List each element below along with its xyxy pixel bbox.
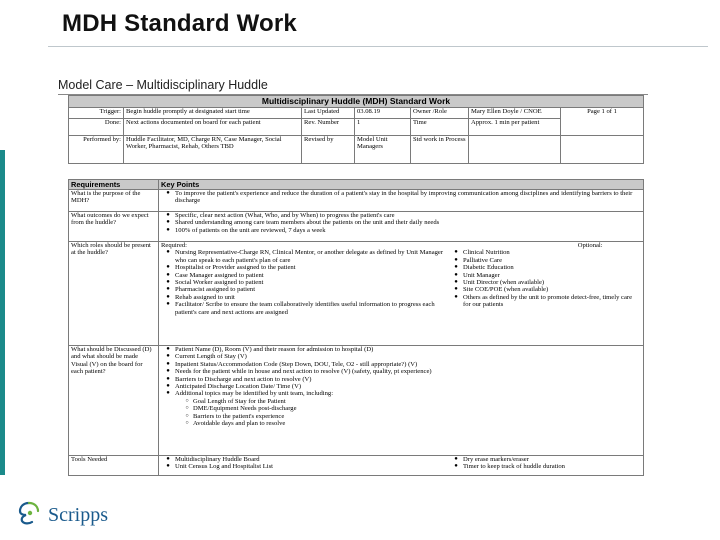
- time-value: Approx. 1 min per patient: [469, 119, 561, 136]
- owner-label: Owner /Role: [411, 108, 469, 119]
- rev-number-label: Rev. Number: [302, 119, 355, 136]
- time-label: Time: [411, 119, 469, 136]
- list-item: ● Others as defined by the unit to promote detect-free, timely care for our patients: [454, 293, 632, 309]
- roles-points: [159, 242, 644, 346]
- list-item: ● Unit Manager: [454, 271, 500, 279]
- table-row: [69, 190, 644, 212]
- document-subtitle: Model Care – Multidisciplinary Huddle: [58, 78, 268, 92]
- table-row: [69, 456, 644, 476]
- list-item: ● Current Length of Stay (V): [166, 353, 247, 361]
- list-item: ● Inpatient Status/Accommodation Code (Step Down, DOU, Tele, O2 - still appropriate?) (V): [166, 360, 418, 368]
- revised-by-label: Revised by: [302, 136, 355, 164]
- list-item: ● Unit Director (when available): [454, 279, 545, 287]
- list-item: ● 100% of patients on the unit are reviewed, 7 days a week: [161, 227, 641, 234]
- list-item: ● Social Worker assigned to patient: [166, 279, 264, 287]
- tools-points: [159, 456, 644, 476]
- list-item: ● Clinical Nutrition: [454, 249, 510, 257]
- list-item: ● Diabetic Education: [454, 264, 514, 272]
- outcomes-question: What outcomes do we expect from the huddle?: [69, 212, 159, 242]
- sub-list-item: ○ DME/Equipment Needs post-discharge: [185, 405, 297, 413]
- list-item: ● Barriers to Discharge and next action to resolve (V): [166, 375, 312, 383]
- discussed-question: What should be Discussed (D) and what should be made Visual (V) on the board for each patient?: [69, 346, 159, 456]
- trigger-value: Begin huddle promptly at designated start time: [124, 108, 302, 119]
- trigger-label: Trigger:: [69, 108, 124, 119]
- std-work-status: Std work in Process: [411, 136, 469, 164]
- list-item: ● Palliative Care: [454, 256, 502, 264]
- performed-by-value: Huddle Facilitator, MD, Charge RN, Case Manager, Social Worker, Pharmacist, Rehab, Others TBD: [124, 136, 302, 164]
- list-item: ● Anticipated Discharge Location Date/ Time (V): [166, 383, 302, 391]
- table-row: [69, 212, 644, 242]
- list-item: ● Dry erase markers/eraser: [454, 456, 529, 463]
- requirements-header: Requirements: [69, 180, 159, 190]
- list-item: ● Multidisciplinary Huddle Board: [166, 456, 260, 463]
- last-updated-label: Last Updated: [302, 108, 355, 119]
- sub-list-item: ○ Barriers to the patient's experience: [185, 412, 285, 420]
- title-divider: [48, 46, 708, 47]
- list-item: ● Timer to keep track of huddle duration: [454, 463, 565, 471]
- logo-text: Scripps: [48, 504, 108, 526]
- list-item: ● Unit Census Log and Hospitalist List: [166, 463, 273, 471]
- discussed-points: [159, 346, 644, 456]
- sub-list-item: ○ Goal Length of Stay for the Patient: [185, 397, 286, 405]
- list-item: ● Specific, clear next action (What, Who, and by When) to progress the patient's care: [161, 212, 641, 219]
- page-indicator: Page 1 of 1: [561, 108, 644, 136]
- roles-question: Which roles should be present at the huddle?: [69, 242, 159, 346]
- revised-by-value: Model Unit Managers: [355, 136, 411, 164]
- slide-title: MDH Standard Work: [62, 10, 297, 37]
- last-updated-value: 03.08.19: [355, 108, 411, 119]
- header-table: [68, 95, 644, 164]
- standard-work-document: [58, 78, 648, 490]
- list-item: ● Facilitator/ Scribe to ensure the team collaboratively identifies useful information to progress each patient's care and next actions are assigned: [166, 301, 435, 316]
- list-item: ● Needs for the patient while in house and next action to resolve (V) (safety, quality, pt experience): [166, 368, 432, 376]
- outcomes-points: [159, 212, 644, 242]
- done-label: Done:: [69, 119, 124, 136]
- list-item: ● Site COE/POE (when available): [454, 286, 549, 294]
- rev-number-value: 1: [355, 119, 411, 136]
- header-title: Multidisciplinary Huddle (MDH) Standard Work: [69, 96, 644, 108]
- list-item: ● Pharmacist assigned to patient: [166, 286, 256, 294]
- list-item: ● Case Manager assigned to patient: [166, 271, 264, 279]
- left-accent-bar: [0, 150, 5, 475]
- list-item: ● Hospitalist or Provider assigned to the patient: [166, 264, 296, 272]
- keypoints-header: Key Points: [159, 180, 644, 190]
- bullet-icon: ●: [166, 219, 170, 226]
- owner-value: Mary Ellen Doyle / CNOE: [469, 108, 561, 119]
- scripps-logo-icon: [16, 500, 42, 531]
- bullet-icon: ●: [166, 226, 170, 233]
- performed-by-label: Performed by:: [69, 136, 124, 164]
- list-item: ● Additional topics may be identified by unit team, including:: [166, 390, 334, 398]
- done-value: Next actions documented on board for each patient: [124, 119, 302, 136]
- required-label: Required:: [161, 242, 188, 249]
- purpose-question: What is the purpose of the MDH?: [69, 190, 159, 212]
- tools-question: Tools Needed: [69, 456, 159, 476]
- list-item: ● Rehab assigned to unit: [166, 293, 235, 301]
- list-item: ● Shared understanding among care team members about the patients on the unit and their daily needs: [161, 219, 641, 226]
- list-item: ● To improve the patient's experience and reduce the duration of a patient's stay in the hospital by improving communication among disciplines and identifying barriers to their discharge: [161, 190, 641, 205]
- purpose-points: [159, 190, 644, 212]
- list-item: ● Nursing Representative-Charge RN, Clinical Mentor, or another delegate as defined by Unit Manager who can speak to each patient's plan of care: [166, 249, 444, 264]
- table-row: [69, 346, 644, 456]
- sub-list-item: ○ Avoidable days and plan to resolve: [185, 420, 286, 428]
- table-row: [69, 242, 644, 346]
- bullet-icon: ●: [166, 212, 170, 218]
- list-item: ● Patient Name (D), Room (V) and their reason for admission to hospital (D): [166, 346, 374, 353]
- scripps-logo: [16, 500, 108, 531]
- optional-label: Optional:: [577, 242, 603, 249]
- requirements-table: [68, 179, 644, 476]
- bullet-icon: ●: [166, 190, 170, 196]
